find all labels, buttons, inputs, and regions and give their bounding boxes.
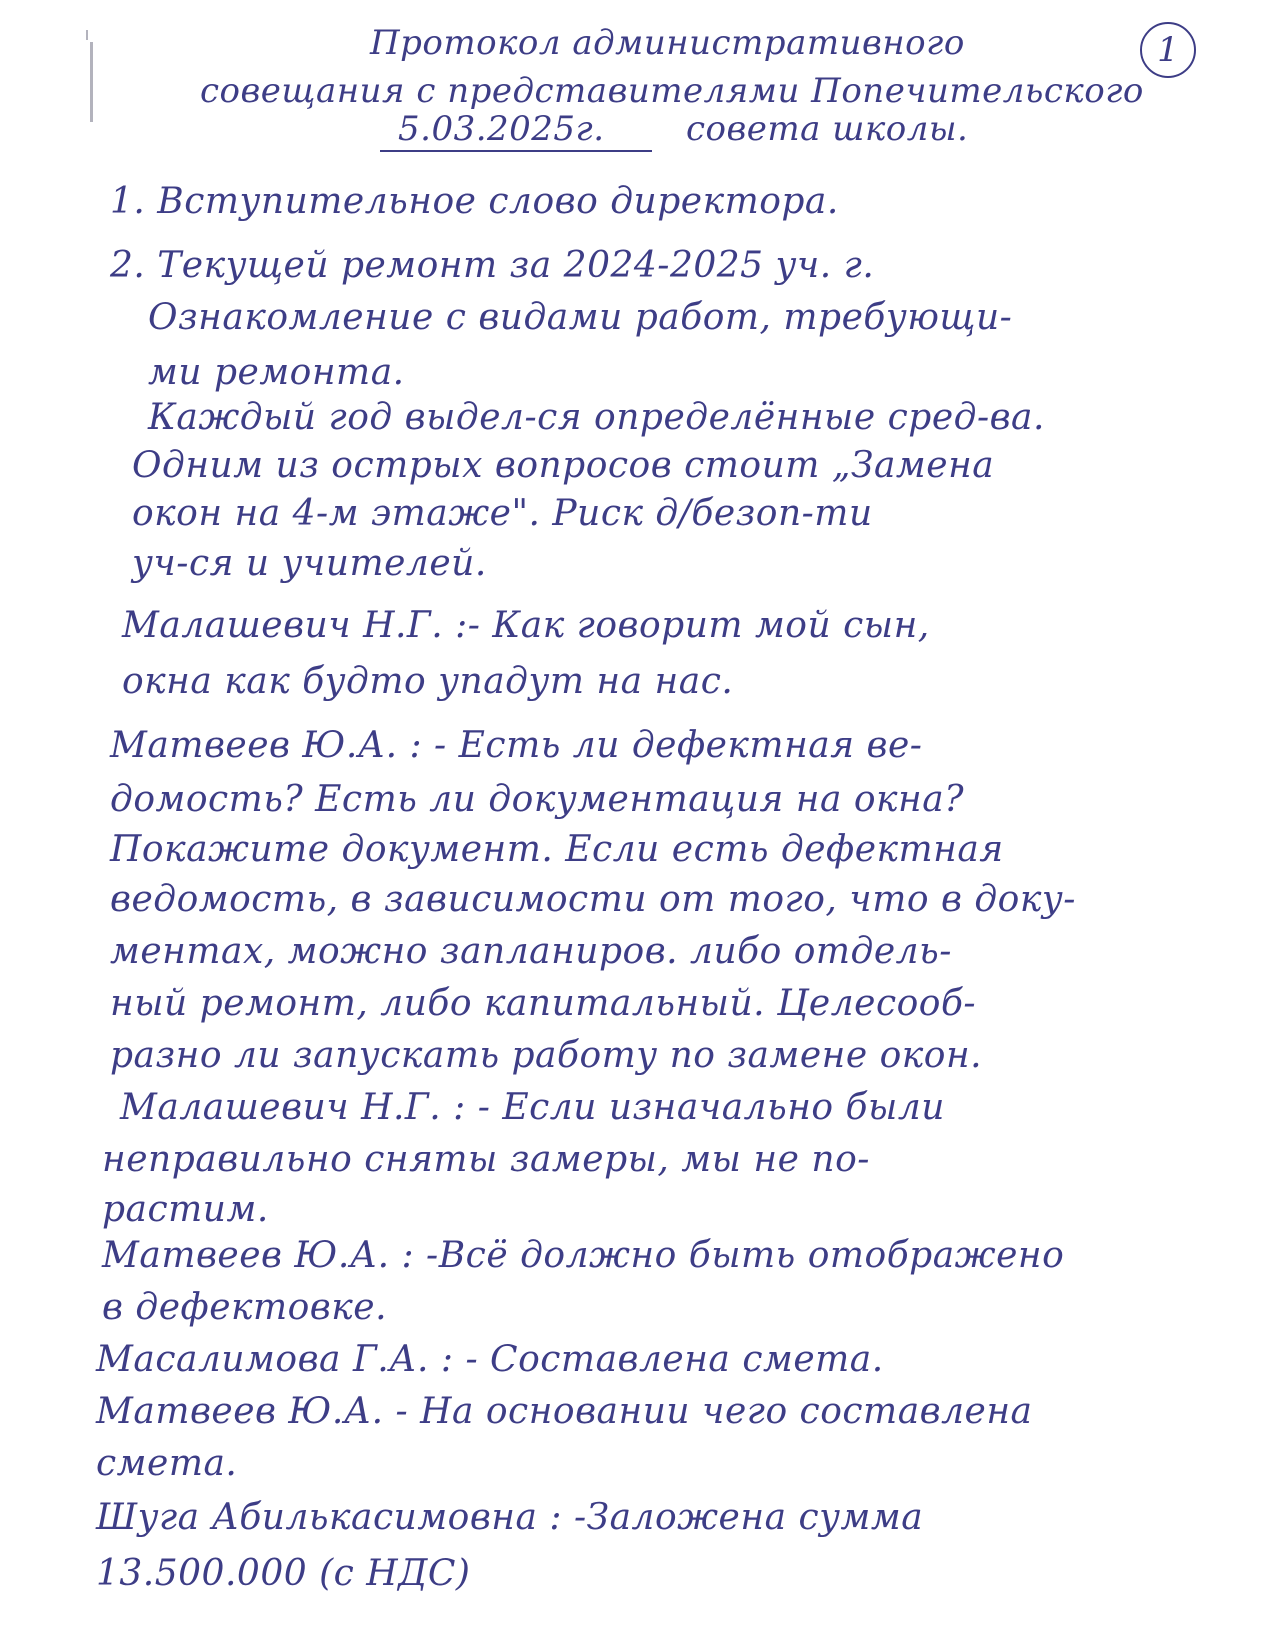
text-line: ми ремонта. [148, 352, 405, 393]
speaker-line: Малашевич Н.Г. :- Как говорит мой сын, [122, 605, 930, 646]
text-line: ный ремонт, либо капитальный. Целесооб- [110, 983, 977, 1024]
speaker-line: Матвеев Ю.А. : - Есть ли дефектная ве- [110, 725, 923, 766]
date-underline [380, 150, 652, 152]
meeting-date: 5.03.2025г. [398, 109, 605, 149]
title-line-3: совета школы. [686, 109, 969, 149]
text-line: Каждый год выдел-ся определённые сред-ва. [148, 397, 1045, 438]
text-line: Одним из острых вопросов стоит „Замена [132, 445, 995, 486]
text-line: смета. [96, 1443, 238, 1484]
text-line: ментах, можно запланиров. либо отдель- [110, 931, 952, 972]
speaker-line: Малашевич Н.Г. : - Если изначально были [120, 1087, 945, 1128]
page-number: 1 [1140, 22, 1196, 78]
text-line: растим. [102, 1189, 269, 1230]
text-line: окон на 4-м этаже". Риск д/безоп-ти [132, 493, 873, 534]
text-line: ведомость, в зависимости от того, что в доку- [110, 879, 1076, 920]
text-line: в дефектовке. [102, 1287, 388, 1328]
text-line: окна как будто упадут на нас. [122, 661, 734, 702]
speaker-line: Масалимова Г.А. : - Составлена смета. [96, 1339, 884, 1380]
speaker-line: Матвеев Ю.А. - На основании чего составлена [96, 1391, 1033, 1432]
text-line: неправильно сняты замеры, мы не по- [102, 1139, 870, 1180]
agenda-item-1: 1. Вступительное слово директора. [110, 181, 839, 222]
title-line-1: Протокол административного [370, 23, 965, 63]
text-line: домость? Есть ли документация на окна? [110, 779, 965, 820]
text-line: Покажите документ. Если есть дефектная [110, 829, 1004, 870]
margin-mark [90, 42, 93, 122]
title-line-2: совещания с представителями Попечительского [200, 71, 1144, 111]
agenda-item-2: 2. Текущей ремонт за 2024-2025 уч. г. [110, 245, 875, 286]
text-line: разно ли запускать работу по замене окон. [110, 1035, 983, 1076]
speaker-line: Шуга Абилькасимовна : -Заложена сумма [96, 1497, 924, 1538]
text-line: Ознакомление с видами работ, требующи- [148, 297, 1013, 338]
text-line: уч-ся и учителей. [132, 543, 487, 584]
margin-mark [86, 30, 88, 40]
speaker-line: Матвеев Ю.А. : -Всё должно быть отображено [102, 1235, 1065, 1276]
text-line: 13.500.000 (с НДС) [96, 1553, 471, 1594]
